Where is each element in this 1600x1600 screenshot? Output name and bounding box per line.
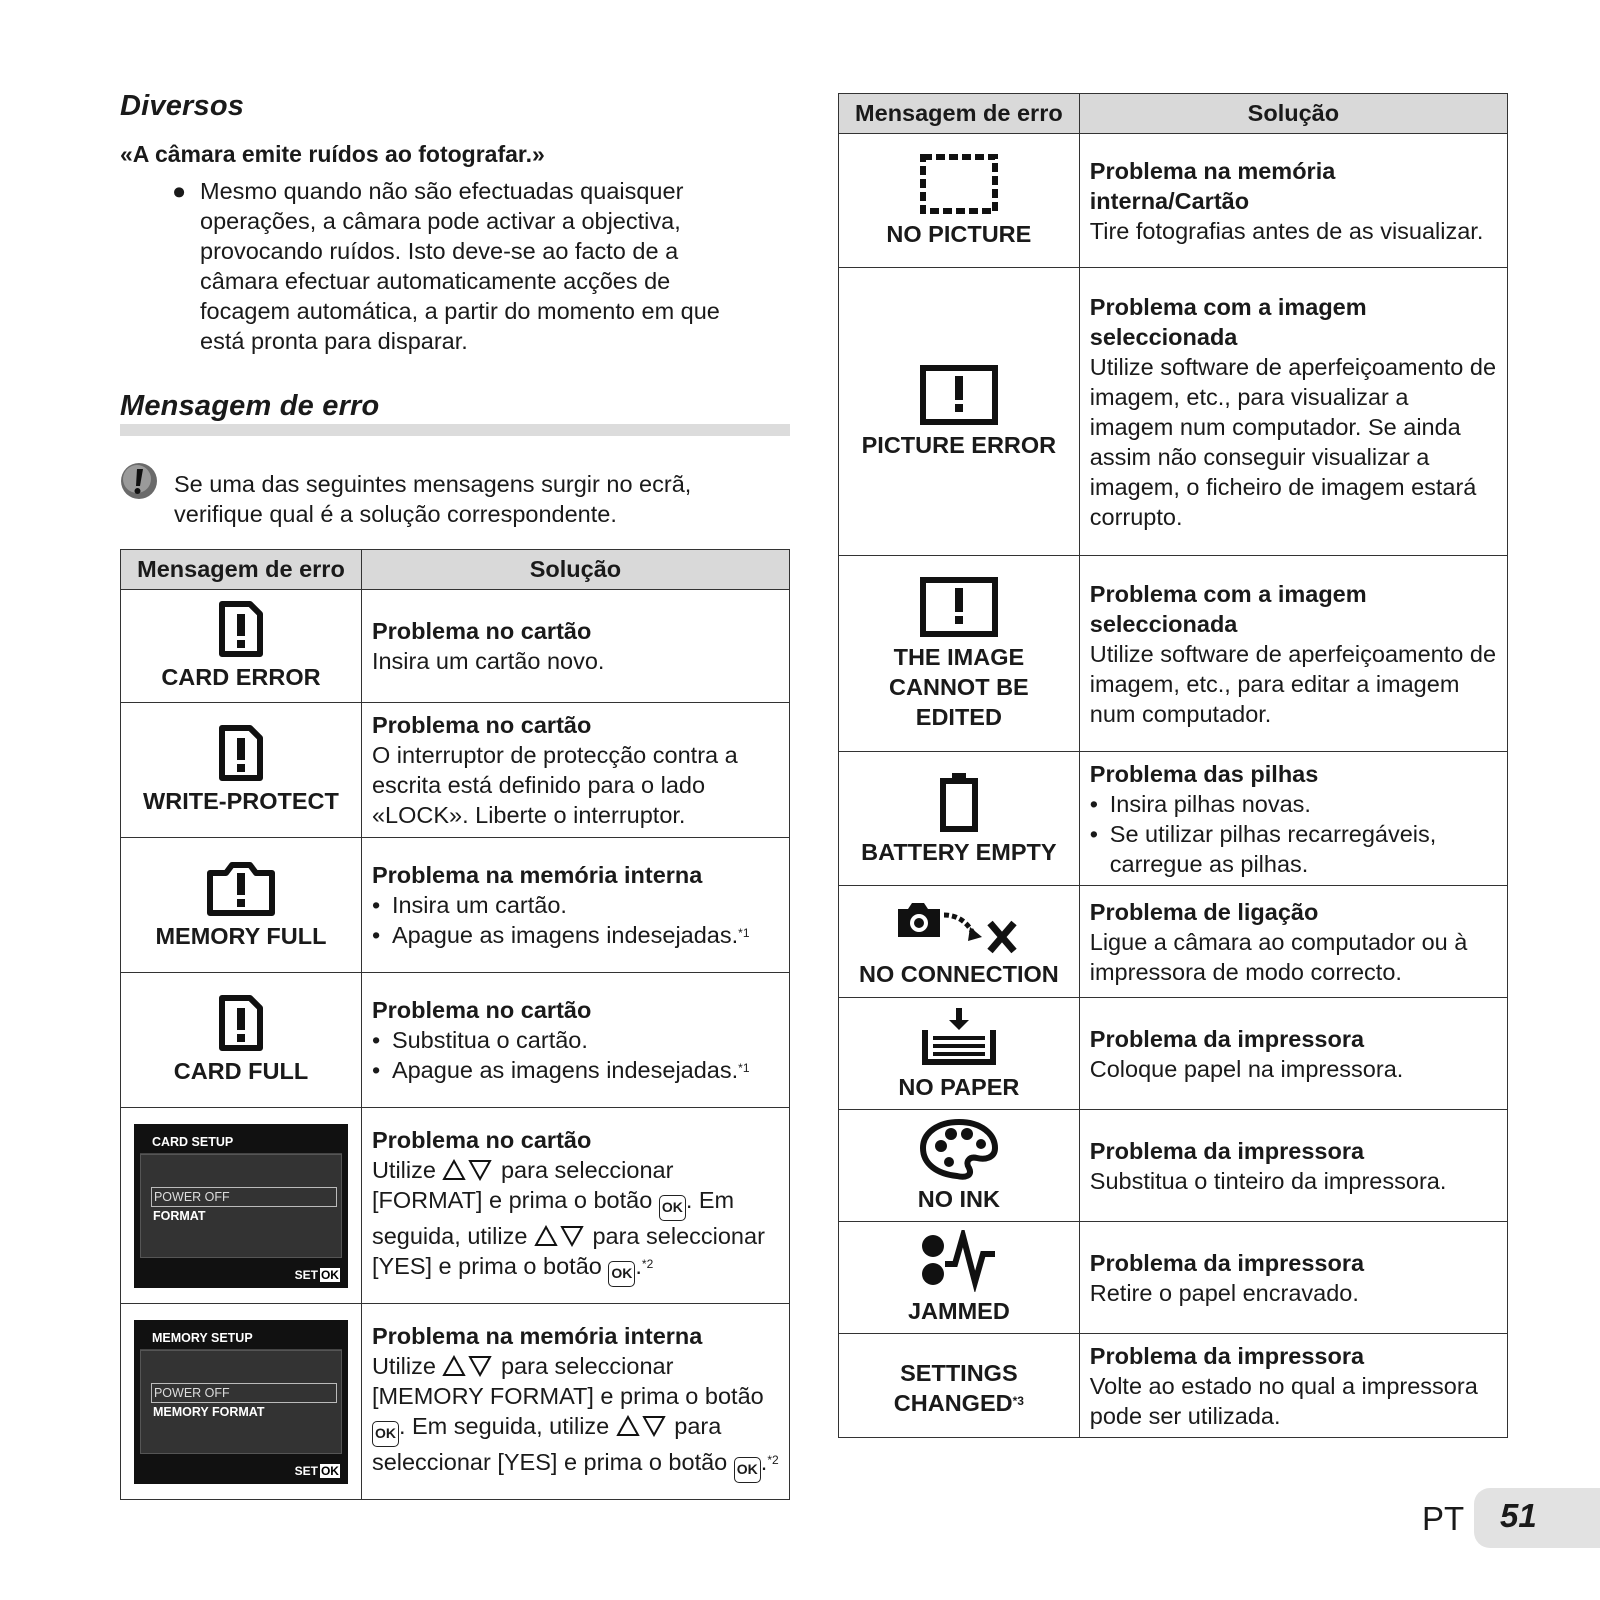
error-table-left (120, 549, 790, 1500)
solution-text: Volte ao estado no qual a impressora pode ser utilizada. (1089, 1372, 1478, 1429)
table-row (121, 703, 790, 838)
solution-title: Problema no cartão (371, 997, 592, 1023)
header-solution: Solução (1079, 94, 1507, 134)
section-title-underline (120, 424, 790, 436)
no-picture-icon (919, 153, 999, 215)
card-error-icon (218, 994, 264, 1052)
solution-text: Substitua o tinteiro da impressora. (1089, 1167, 1447, 1194)
camera-screen-memory-setup (134, 1320, 348, 1484)
ok-button-icon: OK (372, 1421, 399, 1447)
screen-option-power-off: POWER OFF (151, 1187, 337, 1207)
up-down-arrows-icon (534, 1225, 586, 1247)
table-row (121, 838, 790, 973)
screen-set-ok: SET OK (294, 1463, 339, 1478)
header-solution: Solução (361, 550, 789, 590)
error-label: JAMMED (907, 1297, 1010, 1324)
card-error-icon (218, 600, 264, 658)
solution-text: Coloque papel na impressora. (1089, 1055, 1404, 1082)
header-message: Mensagem de erro (839, 94, 1080, 134)
solution-text: Utilize software de aperfeiçoamento de imagem, etc., para editar a imagem num computador. (1089, 640, 1497, 727)
solution-title: Problema no cartão (371, 618, 592, 644)
screen-header: CARD SETUP (140, 1130, 342, 1154)
footnote-marker: *3 (1012, 1393, 1024, 1408)
screen-body (140, 1350, 342, 1454)
error-label: WRITE-PROTECT (143, 788, 339, 814)
solution-title: Problema no cartão (371, 1126, 592, 1153)
error-label: MEMORY FULL (155, 923, 327, 949)
error-label: PICTURE ERROR (861, 431, 1057, 458)
table-row (839, 134, 1508, 268)
ok-button-icon: OK (659, 1195, 686, 1221)
solution-text: Tire fotografias antes de as visualizar. (1089, 217, 1484, 244)
jammed-icon (919, 1230, 999, 1292)
language-code: PT (1422, 1500, 1465, 1537)
solution-title: Problema com a imagem seleccionada (1089, 293, 1367, 350)
list-item: • Insira pilhas novas. (1089, 790, 1311, 817)
solution-title: Problema das pilhas (1089, 760, 1319, 787)
screen-set-ok: SET OK (294, 1267, 339, 1282)
table-row (121, 590, 790, 703)
error-label: NO CONNECTION (859, 960, 1059, 987)
table-row (121, 973, 790, 1108)
screen-option-format: FORMAT (152, 1208, 206, 1223)
screen-option-power-off: POWER OFF (151, 1383, 337, 1403)
errors-note: Se uma das seguintes mensagens surgir no ecrã, verifique qual é a solução correspondente. (174, 471, 692, 527)
table-row: MEMORY SETUP POWER OFF MEMORY FORMAT SET OK Problema na memória interna Utilize para seleccionar [MEMORY FORMAT] e prima o botão OK . Em seguida, utilize para seleccionar [YES] e prima o botão OK .$^{*2}$ (121, 1304, 790, 1500)
error-label: BATTERY EMPTY (861, 838, 1057, 865)
picture-error-icon (919, 364, 999, 426)
section-title-errors: Mensagem de erro (120, 390, 380, 422)
misc-bullet-text: Mesmo quando não são efectuadas quaisquer operações, a câmara pode activar a objectiva, provocando ruídos. Isto deve-se ao facto de a câmara efectuar automaticamente acções de focagem automática, a partir do momento em que está pronta para disparar. (200, 178, 720, 354)
error-label: CARD ERROR (161, 664, 321, 690)
caution-icon (120, 462, 158, 500)
solution-text: Retire o papel encravado. (1089, 1279, 1359, 1306)
table-row (839, 1222, 1508, 1334)
up-down-arrows-icon (442, 1355, 494, 1377)
solution-text: Ligue a câmara ao computador ou à impressora de modo correcto. (1089, 928, 1468, 985)
solution-title: Problema da impressora (1089, 1025, 1365, 1052)
error-label: NO PICTURE (886, 220, 1032, 247)
list-item: • Apague as imagens indesejadas.$^{*1}$ (371, 1057, 750, 1083)
table-row (839, 1110, 1508, 1222)
solution-title: Problema na memória interna (371, 1322, 703, 1349)
screen-header: MEMORY SETUP (140, 1326, 342, 1350)
screen-body (140, 1154, 342, 1258)
footnote-marker: *1 (738, 1061, 750, 1075)
list-item: • Insira um cartão. (371, 892, 567, 918)
header-message: Mensagem de erro (121, 550, 362, 590)
error-label: NO PAPER (898, 1073, 1020, 1100)
list-item: • Apague as imagens indesejadas.$^{*1}$ (371, 922, 750, 948)
solution-title: Problema da impressora (1089, 1249, 1365, 1276)
question-heading: «A câmara emite ruídos ao fotografar.» (120, 141, 545, 167)
footnote-marker: *2 (641, 1256, 654, 1271)
memory-error-icon (206, 859, 276, 917)
solution-text: Utilize software de aperfeiçoamento de imagem, etc., para visualizar a imagem num computador. Se ainda assim não conseguir visualizar a imagem, o ficheiro de imagem estará corrupto. (1089, 353, 1497, 530)
table-row (839, 998, 1508, 1110)
solution-text: Insira um cartão novo. (371, 648, 605, 674)
footnote-marker: *1 (738, 926, 750, 940)
error-label: THE IMAGE CANNOT BE EDITED (889, 643, 1029, 730)
list-item: • Se utilizar pilhas recarregáveis, carregue as pilhas. (1089, 820, 1437, 877)
table-row (839, 1334, 1508, 1438)
camera-screen-card-setup (134, 1124, 348, 1288)
error-label: CARD FULL (173, 1058, 309, 1084)
table-row (839, 268, 1508, 556)
solution-title: Problema da impressora (1089, 1137, 1365, 1164)
table-row (839, 556, 1508, 752)
solution-title: Problema na memória interna/Cartão (1089, 157, 1336, 214)
error-label: SETTINGS CHANGED$^{*3}$ (893, 1359, 1024, 1416)
no-paper-icon (919, 1006, 999, 1068)
page-number: 51 (1500, 1497, 1537, 1534)
ok-button-icon: OK (608, 1261, 635, 1287)
section-title-misc: Diversos (120, 90, 245, 122)
solution-title: Problema com a imagem seleccionada (1089, 580, 1367, 637)
table-row (839, 886, 1508, 998)
error-table-right (838, 93, 1508, 1438)
card-error-icon (218, 724, 264, 782)
no-connection-icon (894, 895, 1024, 955)
screen-option-memory-format: MEMORY FORMAT (152, 1404, 265, 1419)
footnote-marker: *2 (767, 1452, 779, 1467)
solution-title: Problema no cartão (371, 712, 592, 738)
no-ink-icon (919, 1118, 999, 1180)
list-item: • Substitua o cartão. (371, 1027, 588, 1053)
table-row (839, 752, 1508, 886)
picture-error-icon (919, 576, 999, 638)
up-down-arrows-icon (616, 1415, 668, 1437)
solution-text: O interruptor de protecção contra a escrita está definido para o lado «LOCK». Liberte o interruptor. (371, 742, 738, 828)
page-number-box (1474, 1488, 1600, 1548)
table-row: CARD SETUP POWER OFF FORMAT SET OK Problema no cartão Utilize para seleccionar [FORMAT] e prima o botão OK . Em seguida, utilize para seleccionar [YES] e prima o botão OK .$^{*2}$ (121, 1108, 790, 1304)
battery-icon (939, 771, 979, 833)
solution-title: Problema de ligação (1089, 898, 1319, 925)
solution-title: Problema da impressora (1089, 1342, 1365, 1369)
solution-title: Problema na memória interna (371, 862, 703, 888)
error-label: NO INK (917, 1185, 1000, 1212)
up-down-arrows-icon (442, 1159, 494, 1181)
bullet-dot: ● (172, 178, 187, 204)
ok-button-icon: OK (734, 1457, 761, 1483)
